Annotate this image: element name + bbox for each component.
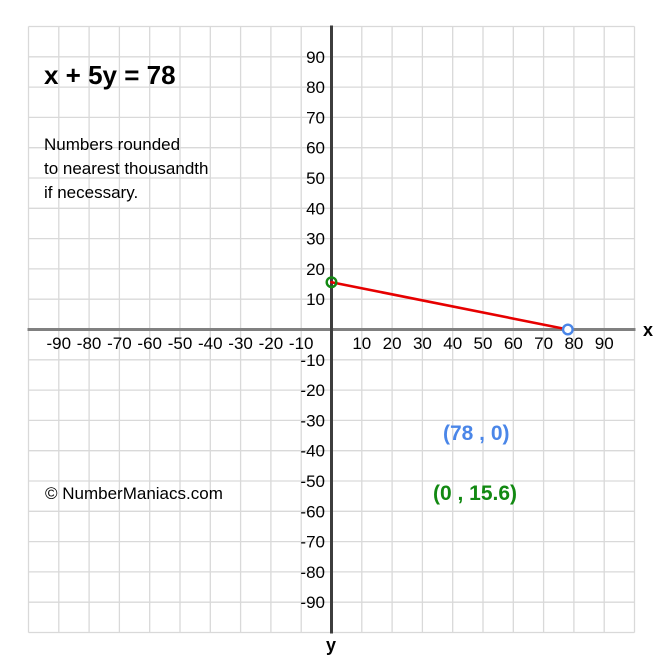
x-tick-label: -80 (76, 334, 102, 353)
y-tick-label: -80 (300, 562, 325, 582)
y-intercept-label: (0 , 15.6) (433, 482, 518, 505)
y-tick-label: -70 (300, 532, 325, 552)
y-tick-label: 90 (306, 47, 325, 67)
y-tick-label: -50 (300, 472, 325, 491)
x-tick-label: -60 (137, 334, 162, 353)
x-tick-label: 30 (412, 334, 432, 353)
x-tick-label: -10 (288, 334, 314, 353)
note-line-3: if necessary. (44, 183, 139, 202)
x-intercept-point (563, 325, 573, 335)
x-tick-label: 10 (352, 334, 372, 353)
x-tick-label: -50 (167, 334, 193, 353)
x-tick-label: 20 (382, 334, 402, 353)
copyright-text: © NumberManiacs.com (45, 484, 223, 503)
x-tick-label: 90 (594, 334, 614, 353)
y-tick-label: -20 (300, 381, 325, 401)
y-tick-label: -40 (300, 441, 325, 461)
x-tick-label: -70 (107, 334, 132, 353)
x-tick-label: 40 (443, 334, 463, 353)
x-tick-label: 50 (473, 334, 493, 353)
x-tick-label: -90 (46, 334, 72, 353)
y-tick-label: 30 (306, 229, 325, 249)
solution-line (332, 282, 568, 329)
y-tick-label: -10 (300, 350, 325, 370)
solution-line-layer (332, 282, 568, 329)
y-tick-label: 10 (306, 290, 325, 310)
x-tick-label: -40 (198, 334, 223, 353)
x-tick-label: 70 (534, 334, 554, 353)
x-intercept-label: (78 , 0) (443, 422, 510, 445)
y-tick-label: -90 (300, 593, 325, 613)
x-axis-letter: x (643, 320, 654, 340)
y-tick-label: 20 (306, 259, 325, 279)
y-axis-letter: y (325, 635, 337, 655)
y-tick-label: 40 (306, 199, 325, 219)
y-tick-label: 60 (306, 138, 325, 158)
y-tick-label: -60 (300, 502, 325, 522)
x-tick-label: 60 (503, 334, 523, 353)
y-tick-label: -30 (300, 411, 325, 431)
y-tick-label: 50 (306, 169, 325, 188)
x-tick-label: -20 (258, 334, 284, 353)
x-tick-label: -30 (228, 334, 253, 353)
note-line-2: to nearest thousandth (44, 159, 209, 178)
equation-title: x + 5y = 78 (44, 60, 176, 90)
x-tick-label: 80 (564, 334, 584, 353)
axes (28, 26, 636, 634)
y-tick-label: 70 (306, 108, 325, 128)
note-line-1: Numbers rounded (44, 135, 181, 154)
y-tick-label: 80 (306, 78, 325, 98)
